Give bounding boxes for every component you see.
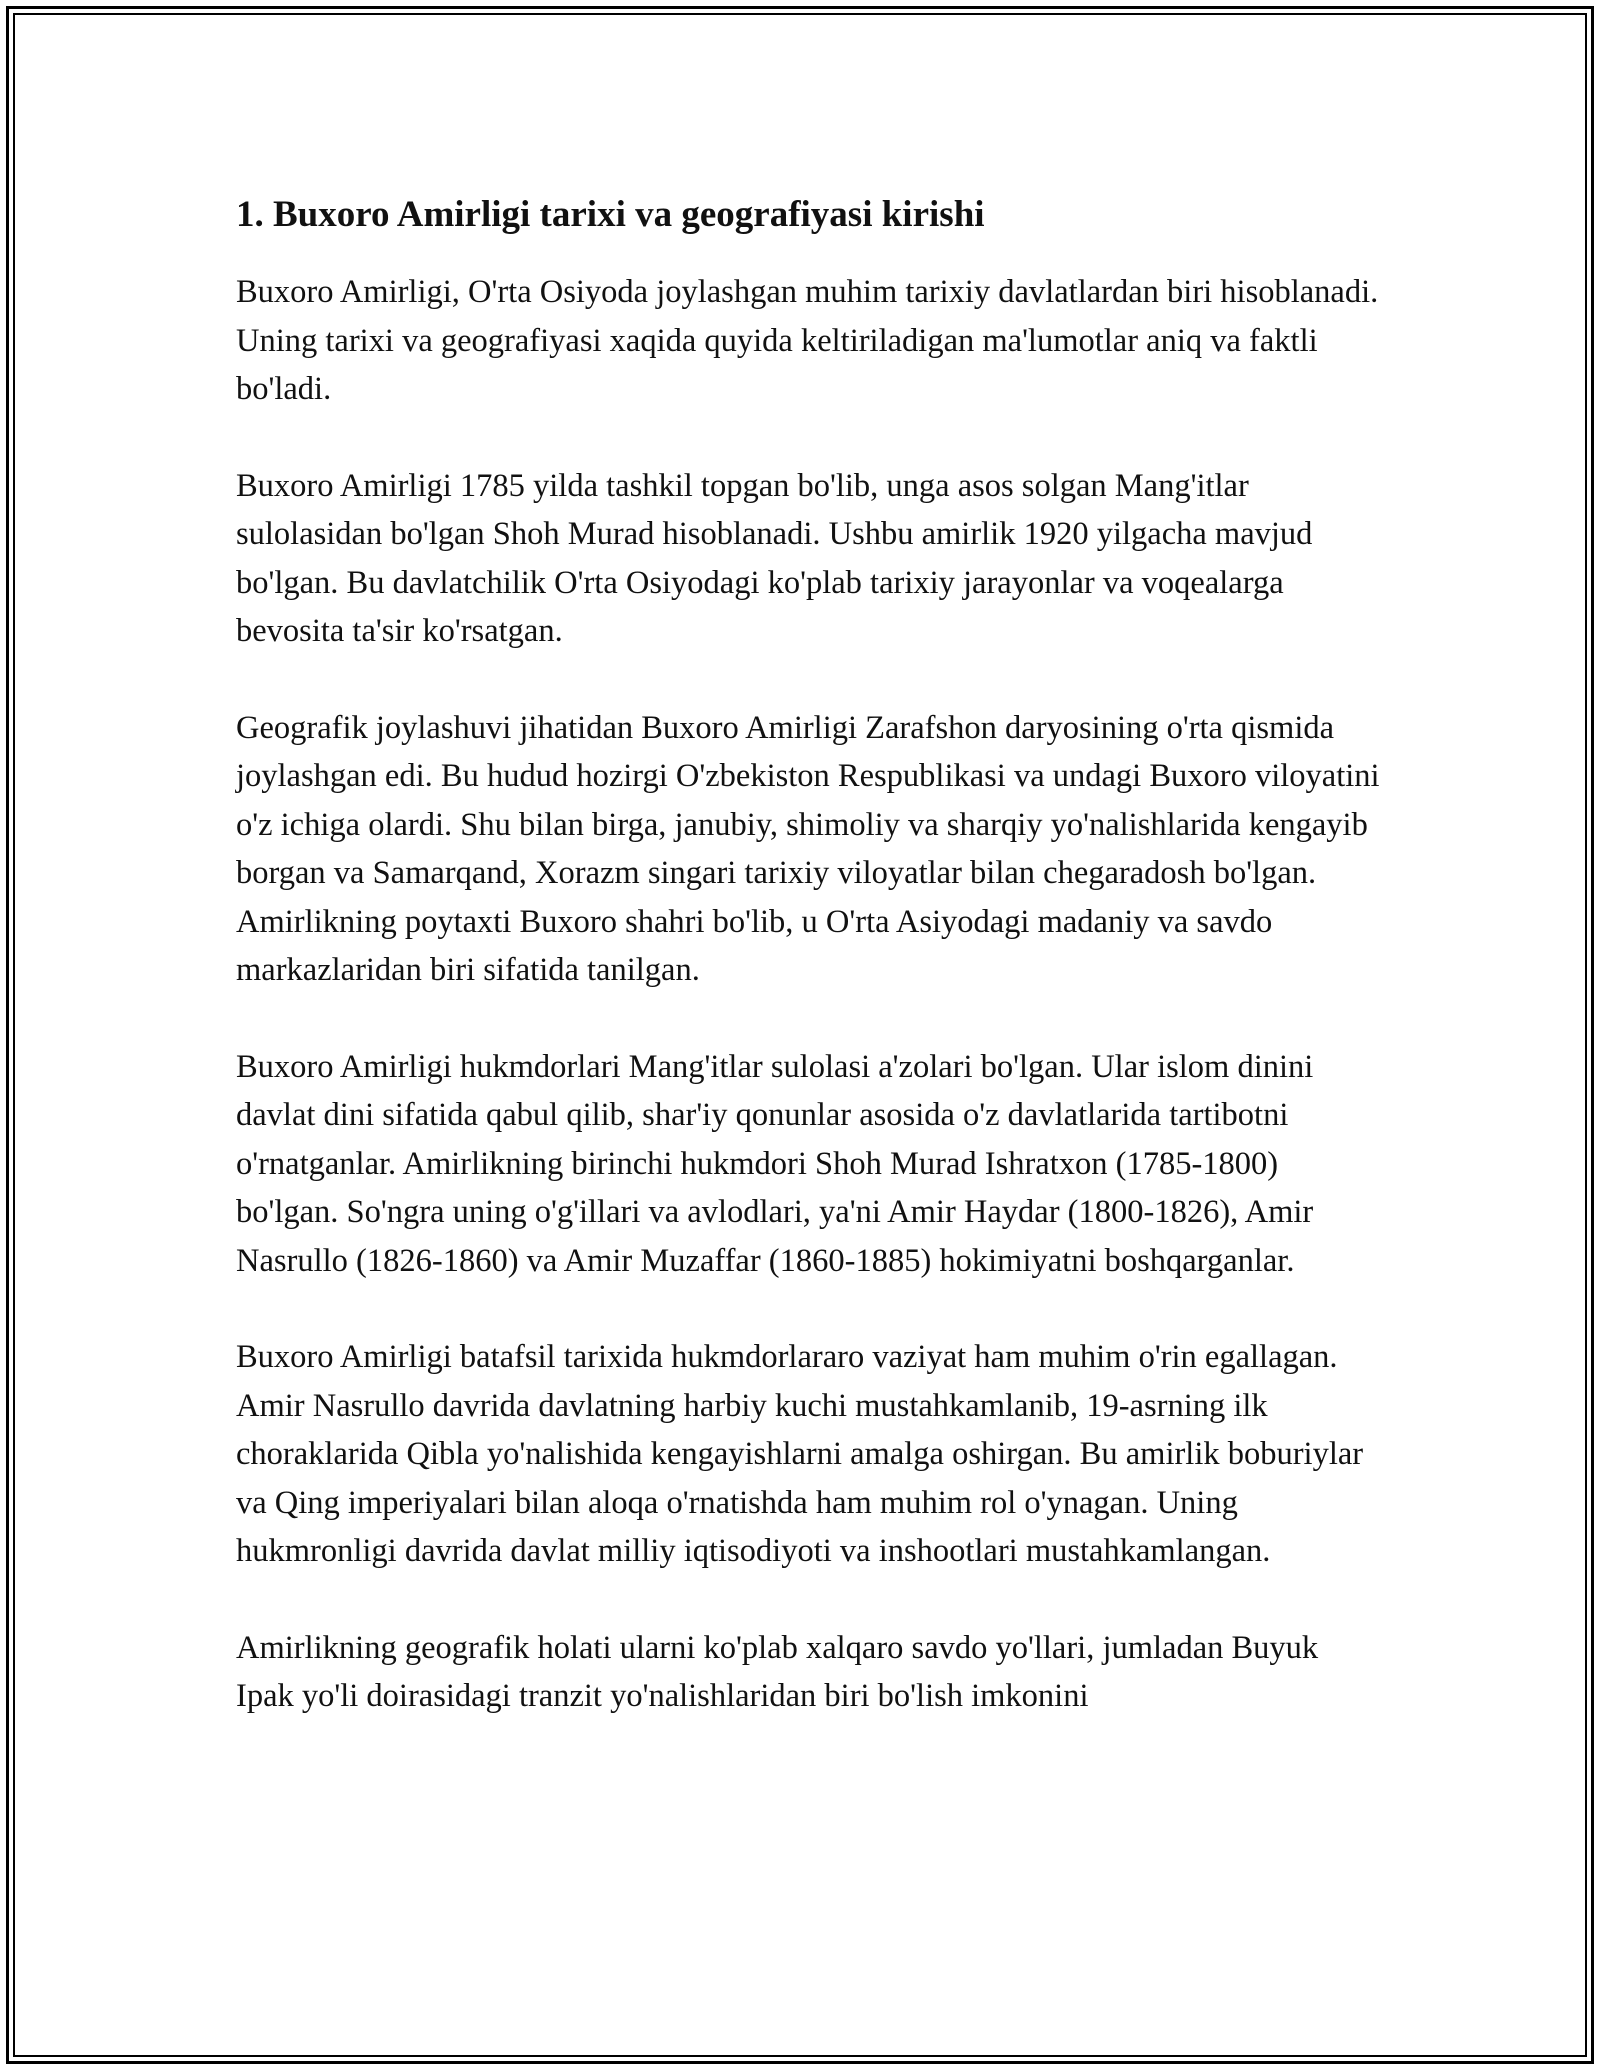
paragraph-2: Buxoro Amirligi 1785 yilda tashkil topgan bo'lib, unga asos solgan Mang'itlar sulolasidan bo'lgan Shoh Murad hisoblanadi. Ushbu amirlik 1920 yilgacha mavjud bo'lgan. Bu davlatchilik O'rta Osiyodagi ko'plab tarixiy jarayonlar va voqealarga bevosita ta'sir ko'rsatgan. <box>236 467 1313 649</box>
section-heading: 1. Buxoro Amirligi tarixi va geografiyasi kirishi <box>236 194 985 235</box>
paragraph-1: Buxoro Amirligi, O'rta Osiyoda joylashgan muhim tarixiy davlatlardan biri hisoblanadi. Uning tarixi va geografiyasi xaqida quyida keltiriladigan ma'lumotlar aniq va faktli bo'ladi. <box>236 274 1379 407</box>
paragraph-3: Geografik joylashuvi jihatidan Buxoro Amirligi Zarafshon daryosining o'rta qismida joylashgan edi. Bu hudud hozirgi O'zbekiston Respublikasi va undagi Buxoro viloyatini o'z ichiga olardi. Shu bilan birga, janubiy, shimoliy va sharqiy yo'nalishlarida kengayib borgan va Samarqand, Xorazm singari tarixiy viloyatlar bilan chegaradosh bo'lgan. Amirlikning poytaxti Buxoro shahri bo'lib, u O'rta Asiyodagi madaniy va savdo markazlaridan biri sifatida tanilgan. <box>236 709 1380 988</box>
paragraph-4: Buxoro Amirligi hukmdorlari Mang'itlar sulolasi a'zolari bo'lgan. Ular islom dinini davlat dini sifatida qabul qilib, shar'iy qonunlar asosida o'z davlatlarida tartibotni o'rnatganlar. Amirlikning birinchi hukmdori Shoh Murad Ishratxon (1785-1800) bo'lgan. So'ngra uning o'g'illari va avlodlari, ya'ni Amir Haydar (1800-1826), Amir Nasrullo (1826-1860) va Amir Muzaffar (1860-1885) hokimiyatni boshqarganlar. <box>236 1048 1314 1279</box>
paragraph-5: Buxoro Amirligi batafsil tarixida hukmdorlararo vaziyat ham muhim o'rin egallagan. Amir Nasrullo davrida davlatning harbiy kuchi mustahkamlanib, 19-asrning ilk choraklarida Qibla yo'nalishida kengayishlarni amalga oshirgan. Bu amirlik boburiylar va Qing imperiyalari bilan aloqa o'rnatishda ham muhim rol o'ynagan. Uning hukmronligi davrida davlat milliy iqtisodiyoti va inshootlari mustahkamlangan. <box>236 1339 1364 1569</box>
document-body <box>236 190 1381 1769</box>
paragraph-6: Amirlikning geografik holati ularni ko'plab xalqaro savdo yo'llari, jumladan Buyuk Ipak yo'li doirasidagi tranzit yo'nalishlaridan biri bo'lish imkonini <box>236 1629 1319 1714</box>
